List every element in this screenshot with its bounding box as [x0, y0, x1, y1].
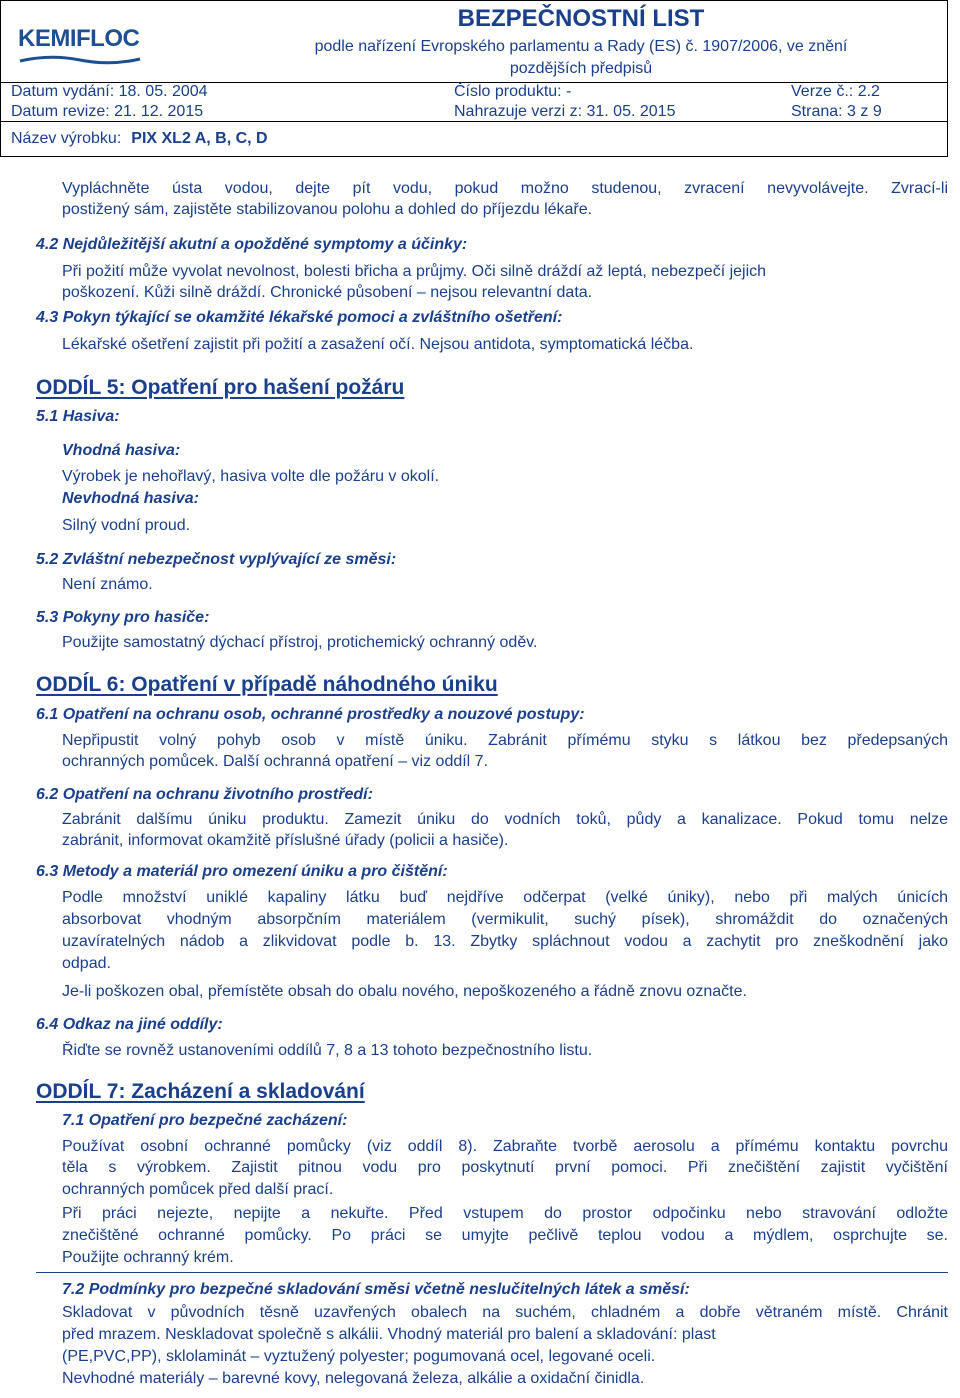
section-title-7: ODDÍL 7: Zacházení a skladování: [36, 1080, 365, 1103]
containment-methods-line: uzavíratelných nádob a zlikvidovat podle b. 13. Zbytky spláchnout vodou a zachytit pro zneškodnění jako: [62, 933, 948, 950]
firefighter-advice-text: Použijte samostatný dýchací přístroj, protichemický ochranný oděv.: [62, 634, 538, 651]
storage-conditions-line: Skladovat v původních těsně uzavřených obalech na suchém, chladném a dobře větraném místě. Chránit: [62, 1304, 948, 1321]
company-logo: [18, 21, 148, 66]
safe-handling-line: těla s výrobkem. Zajistit pitnou vodu pro poskytnutí první pomoci. Při znečištění zajistit vyčištění: [62, 1159, 948, 1176]
hygiene-line: Při práci nejezte, nepijte a nekuřte. Před vstupem do prostor odpočinku nebo stravování odložte: [62, 1205, 948, 1222]
special-hazards-text: Není známo.: [62, 576, 153, 593]
section-title-5: ODDÍL 5: Opatření pro hašení požáru: [36, 376, 405, 399]
environmental-precautions-line: zabránit, informovat okamžitě příslušné úřady (policii a hasiče).: [62, 832, 509, 849]
medical-care-text: Lékařské ošetření zajistit při požití a zasažení očí. Nejsou antidota, symptomatická léčba.: [62, 336, 694, 353]
suitable-media-text: Výrobek je nehořlavý, hasiva volte dle požáru v okolí.: [62, 468, 440, 485]
subsection-heading-7-2: 7.2 Podmínky pro bezpečné skladování směsi včetně neslučitelných látek a směsí:: [62, 1281, 690, 1298]
subsection-heading-6-3: 6.3 Metody a materiál pro omezení úniku a pro čištění:: [36, 863, 448, 880]
containment-methods-line: odpad.: [62, 955, 111, 972]
subsection-heading-6-2: 6.2 Opatření na ochranu životního prostředí:: [36, 786, 373, 803]
product-name-line: [11, 130, 268, 148]
header-top-row: [1, 1, 947, 83]
subsection-heading-5-1: 5.1 Hasiva:: [36, 408, 120, 425]
hygiene-line: Použijte ochranný krém.: [62, 1249, 234, 1266]
suitable-media-heading: Vhodná hasiva:: [62, 442, 181, 459]
revision-date: Datum revize: 21. 12. 2015: [11, 103, 204, 120]
symptoms-line: poškození. Kůži silně dráždí. Chronické působení – nejsou relevantní data.: [62, 284, 593, 301]
environmental-precautions-line: Zabránit dalšímu úniku produktu. Zamezit úniku do vodních toků, půdy a kanalizace. Pokud tomu nelze: [62, 811, 948, 828]
subsection-heading-5-3: 5.3 Pokyny pro hasiče:: [36, 609, 210, 626]
reference-sections-text: Řiďte se rovněž ustanoveními oddílů 7, 8 a 13 tohoto bezpečnostního listu.: [62, 1042, 593, 1059]
document-header: [0, 0, 948, 157]
document-title: BEZPEČNOSTNÍ LIST: [457, 5, 705, 32]
logo-text: KEMIFLOC: [18, 25, 140, 52]
storage-conditions-line: před mrazem. Neskladovat společně s alkálii. Vhodný materiál pro balení a skladování: plast: [62, 1326, 716, 1343]
subsection-heading-4-2: 4.2 Nejdůležitější akutní a opožděné symptomy a účinky:: [36, 236, 468, 253]
first-aid-ingestion-line: Vypláchněte ústa vodou, dejte pít vodu, pokud možno studenou, zvracení nevyvolávejte. Zvrací-li: [62, 180, 948, 197]
subsection-divider: [36, 1272, 948, 1273]
page-number: Strana: 3 z 9: [791, 103, 882, 120]
replaces-version: Nahrazuje verzi z: 31. 05. 2015: [454, 103, 676, 120]
subtitle-line: podle nařízení Evropského parlamentu a Rady (ES) č. 1907/2006, ve znění: [314, 38, 848, 55]
personal-precautions-line: Nepřipustit volný pohyb osob v místě úniku. Zabránit přímému styku s látkou bez předepsaných: [62, 732, 948, 749]
product-number: Číslo produktu: -: [454, 83, 572, 100]
logo-wave-icon: [18, 54, 142, 66]
unsuitable-media-text: Silný vodní proud.: [62, 517, 191, 534]
symptoms-line: Při požití může vyvolat nevolnost, bolesti břicha a průjmy. Oči silně dráždí až leptá, nebezpečí jejich: [62, 263, 767, 280]
storage-conditions-line: (PE,PVC,PP), sklolaminát – vyztužený polyester; pogumovaná ocel, legované oceli.: [62, 1348, 656, 1365]
product-name: PIX XL2 A, B, C, D: [131, 130, 268, 147]
containment-methods-line: absorbovat vhodným absorpčním materiálem (vermikulit, suchý písek), shromáždit do označených: [62, 911, 948, 928]
version: Verze č.: 2.2: [791, 83, 880, 100]
first-aid-ingestion-line: postižený sám, zajistěte stabilizovanou polohu a dohled do příjezdu lékaře.: [62, 201, 593, 218]
subsection-heading-7-1: 7.1 Opatření pro bezpečné zacházení:: [62, 1112, 348, 1129]
section-title-6: ODDÍL 6: Opatření v případě náhodného úniku: [36, 673, 498, 696]
product-row: [1, 121, 947, 158]
hygiene-line: znečištěné ochranné pomůcky. Po práci se umyjte pečlivě teplou vodou a mýdlem, osprchujte se.: [62, 1227, 948, 1244]
unsuitable-media-heading: Nevhodná hasiva:: [62, 490, 199, 507]
document-subtitle: [256, 36, 906, 80]
damaged-packaging-text: Je-li poškozen obal, přemístěte obsah do obalu nového, nepoškozeného a řádně znovu označte.: [62, 983, 747, 1000]
subsection-heading-6-1: 6.1 Opatření na ochranu osob, ochranné prostředky a nouzové postupy:: [36, 706, 585, 723]
issue-date: Datum vydání: 18. 05. 2004: [11, 83, 208, 100]
subsection-heading-4-3: 4.3 Pokyn týkající se okamžité lékařské pomoci a zvláštního ošetření:: [36, 309, 563, 326]
product-label: Název výrobku:: [11, 130, 122, 147]
safe-handling-line: ochranných pomůcek před další prací.: [62, 1181, 334, 1198]
subsection-heading-6-4: 6.4 Odkaz na jiné oddíly:: [36, 1016, 223, 1033]
containment-methods-line: Podle množství uniklé kapaliny látku buď nejdříve odčerpat (velké úniky), nebo při malých únicích: [62, 889, 948, 906]
subtitle-line: pozdějších předpisů: [509, 60, 653, 77]
storage-conditions-line: Nevhodné materiály – barevné kovy, nelegovaná železa, alkálie a oxidační činidla.: [62, 1370, 645, 1387]
subsection-heading-5-2: 5.2 Zvláštní nebezpečnost vyplývající ze směsi:: [36, 551, 397, 568]
safe-handling-line: Používat osobní ochranné pomůcky (viz oddíl 8). Zabraňte tvorbě aerosolu a přímému kontaktu povrchu: [62, 1138, 948, 1155]
personal-precautions-line: ochranných pomůcek. Další ochranná opatření – viz oddíl 7.: [62, 753, 489, 770]
